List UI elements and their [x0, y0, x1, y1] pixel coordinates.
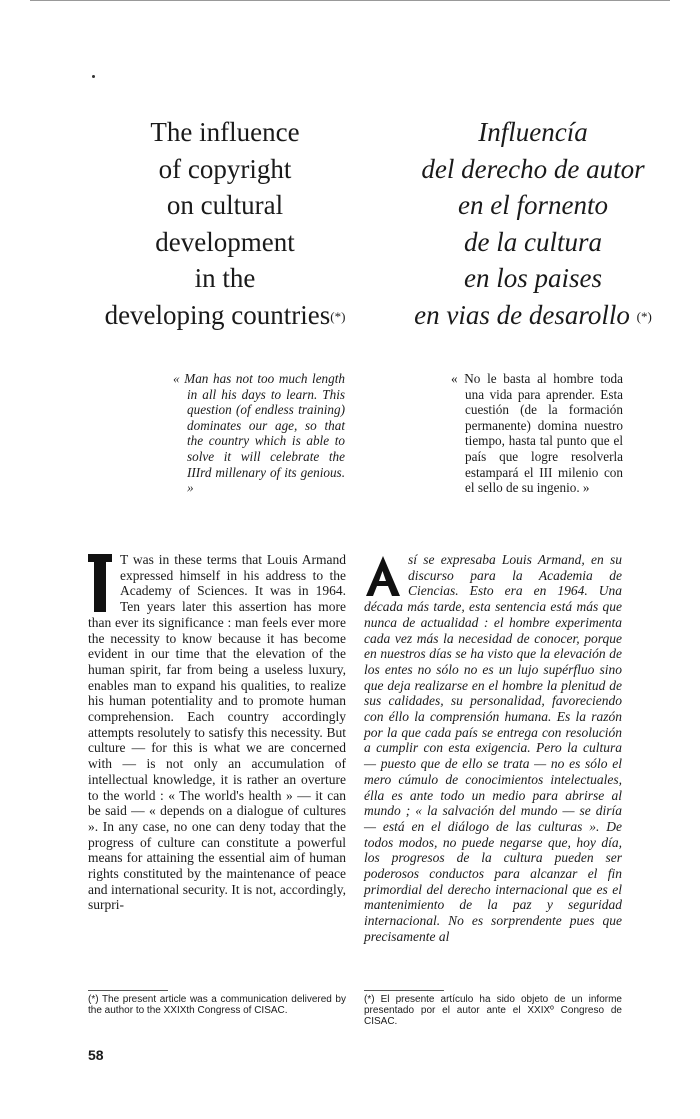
title-es-line-last [380, 297, 686, 334]
title-en-line: on cultural [166, 190, 284, 220]
body-column-english [88, 552, 346, 913]
title-en-line: in the [194, 263, 256, 293]
epigraph-es-text: « No le basta al hombre toda una vida para aprender. Esta cuestión (de la formación permanente) domina nuestro tiempo, hasta tal punto que el país que logre resolverla estampará el III milenio con el sello de su ingenio. » [451, 371, 623, 496]
dropcap-a [364, 554, 402, 598]
footnote-rule-english [88, 990, 168, 991]
footnote-spanish: (*) El presente artículo ha sido objeto de un informe presentado por el autor ante el XXIXº Congreso de CISAC. [364, 994, 622, 1027]
dropcap-i [88, 554, 112, 612]
epigraph-english [173, 371, 345, 496]
title-en-line-text: developing countries [104, 299, 331, 330]
body-en-text: T was in these terms that Louis Armand expressed himself in his address to the Academy of Sciences. It was in 1964. Ten years later this assertion has more than ever its significance : man feels ever more the necessity to know because it has become evident in our time that the elevation of the human spirit, far from being a useless luxury, enables man to expand his qualities, to realize his human potentiality and to promote human comprehension. Each country accordingly attempts resolutely to satisfy this necessity. But culture — for this is what we are concerned with — is not only an accumulation of intellectual knowledge, it is rather an overture to the world : « The world's health » — it can be said — « depends on a dialogue of cultures ». In any case, no one can deny today that the progress of culture can constitute a powerful means for attaining the essential aim of human rights constituted by the maintenance of peace and international security. It is not, accordingly, surpri- [88, 552, 346, 913]
title-es-footnote-mark: (*) [636, 308, 652, 324]
epigraph-spanish [451, 371, 623, 496]
title-en-footnote-mark: (*) [330, 308, 346, 324]
epigraph-en-text: « Man has not too much length in all his days to learn. This question (of endless training) dominates our age, so that the country which is able to solve it will celebrate the IIIrd millenary of its genious. » [173, 371, 345, 496]
stray-dot [92, 75, 95, 78]
title-en-line: development [155, 226, 295, 257]
footnote-english: (*) The present article was a communication delivered by the author to the XXIXth Congress of CISAC. [88, 994, 346, 1016]
title-spanish [380, 114, 686, 333]
title-es-line: de la cultura [464, 226, 602, 257]
title-es-line-text: en vias de desarollo [414, 299, 630, 330]
title-es-line: en los paises [464, 263, 602, 293]
footnote-rule-spanish [364, 990, 444, 991]
title-en-line: of copyright [158, 153, 292, 184]
title-es-line: Influencía [478, 117, 588, 147]
title-es-line: en el fornento [458, 190, 608, 220]
title-es-line: del derecho de autor [421, 153, 645, 184]
body-es-text: sí se expresaba Louis Armand, en su discurso para la Academia de Ciencias. Esto era en 1964. Una década más tarde, esta sentencia está más que nunca de actualidad : el hombre experimenta cada vez más la necesidad de conocer, porque en nuestros días se ha visto que la elevación de los entes no sólo no es un lujo supérfluo sino que deja realizarse en el hombre la plenitud de sus calidades, su personalidad, favoreciendo con éllo la comprensión humana. Es la razón por la que cada país se entrega con resolución a cumplir con esta exigencia. Pero la cultura — puesto que de ello se trata — no es sólo el mero cúmulo de conocimientos intelectuales, élla es ante todo un medio para abrirse al mundo ; « la salvación del mundo — se diría — está en el diálogo de las culturas ». De todos modos, no puede negarse que, hoy día, los progresos de la cultura pueden ser poderosos conductos para alcanzar el fin primordial del derecho internacional que es el mantenimiento de la paz y seguridad internacional. No es sorprendente pues que precisamente al [364, 552, 622, 944]
page-number: 58 [88, 1047, 104, 1063]
body-column-spanish [364, 552, 622, 945]
title-en-line-last [75, 297, 375, 334]
title-english [75, 114, 375, 333]
top-rule [30, 0, 670, 1]
title-en-line: The influence [150, 117, 300, 147]
